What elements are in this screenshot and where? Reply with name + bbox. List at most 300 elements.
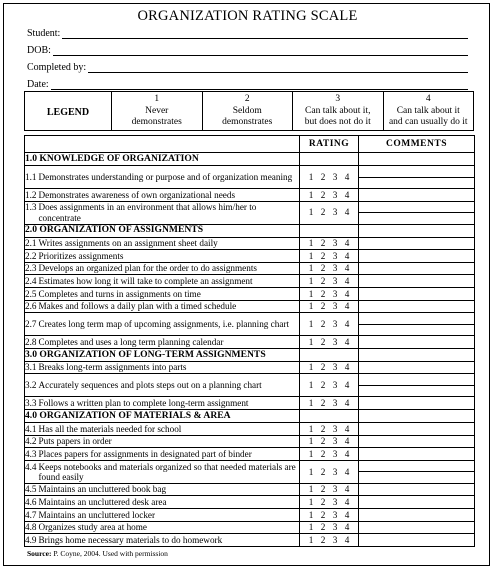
rating-option[interactable]: 2 <box>320 484 326 495</box>
rating-option[interactable]: 2 <box>320 497 326 507</box>
rating-option[interactable]: 1 <box>308 263 314 274</box>
rating-column-header: RATING <box>300 136 359 153</box>
rating-option[interactable]: 2 <box>320 336 326 347</box>
comment-cell[interactable] <box>359 374 475 397</box>
comment-line[interactable] <box>359 385 474 397</box>
item-row <box>25 287 475 300</box>
section-comment-cell <box>359 153 475 166</box>
legend-level-4 <box>383 92 474 130</box>
section-comment-cell <box>359 348 475 361</box>
rating-option[interactable]: 3 <box>332 398 338 409</box>
completed-by-line[interactable] <box>88 63 468 73</box>
rating-option[interactable]: 1 <box>308 238 314 249</box>
comment-cell[interactable] <box>359 313 475 336</box>
item-cell <box>25 166 300 189</box>
comment-lines <box>359 166 474 188</box>
rating-option[interactable]: 4 <box>344 522 350 533</box>
rating-option[interactable]: 4 <box>344 276 350 287</box>
rating-option[interactable]: 1 <box>308 380 314 391</box>
rating-option[interactable]: 4 <box>344 534 350 545</box>
item-row <box>25 313 475 336</box>
item-row <box>25 435 475 448</box>
rating-cell <box>300 336 359 349</box>
rating-option[interactable]: 2 <box>320 207 326 218</box>
rating-option[interactable]: 4 <box>344 497 350 507</box>
item-number: 4.5 <box>25 484 37 495</box>
item-number: 2.8 <box>25 336 37 347</box>
item-number: 4.7 <box>25 509 37 520</box>
rating-option[interactable]: 2 <box>320 263 326 274</box>
rating-option[interactable]: 3 <box>332 436 338 447</box>
rating-option[interactable]: 2 <box>320 509 326 520</box>
item-text: Does assignments in an environment that allows him/her to concentrate <box>38 202 257 223</box>
comment-cell[interactable] <box>359 300 475 313</box>
rating-option[interactable]: 1 <box>308 250 314 261</box>
item-text: Places papers for assignments in designated part of binder <box>38 448 252 459</box>
item-row <box>25 508 475 521</box>
completed-by-field[interactable] <box>27 62 468 73</box>
rating-cell <box>300 166 359 189</box>
comment-cell[interactable] <box>359 483 475 496</box>
student-line[interactable] <box>62 29 468 39</box>
section-title: 2.0 ORGANIZATION OF ASSIGNMENTS <box>25 224 300 237</box>
legend-label: LEGEND <box>46 106 90 118</box>
legend-level-number: 1 <box>154 94 160 104</box>
item-text: Maintains an uncluttered locker <box>38 509 156 520</box>
rating-option[interactable]: 4 <box>344 288 350 299</box>
item-cell <box>25 262 300 275</box>
item-row <box>25 483 475 496</box>
legend-level-number: 3 <box>335 94 341 104</box>
rating-option[interactable]: 3 <box>332 484 338 495</box>
rating-option[interactable]: 4 <box>344 436 350 447</box>
item-number: 4.3 <box>25 448 37 459</box>
section-title: 3.0 ORGANIZATION OF LONG-TERM ASSIGNMENTS <box>25 348 300 361</box>
item-cell <box>25 287 300 300</box>
comment-lines <box>359 461 474 483</box>
comment-line[interactable] <box>359 177 474 189</box>
rating-option[interactable]: 1 <box>308 301 314 312</box>
rating-option[interactable]: 2 <box>320 436 326 447</box>
item-text: Breaks long-term assignments into parts <box>38 362 187 373</box>
rating-option[interactable]: 1 <box>308 436 314 447</box>
legend-level-text: Can talk about it <box>396 106 460 116</box>
date-line[interactable] <box>51 80 468 90</box>
rating-cell <box>300 397 359 410</box>
item-row <box>25 534 475 547</box>
item-row <box>25 460 475 483</box>
item-text: Prioritizes assignments <box>38 250 124 261</box>
item-number: 4.6 <box>25 497 37 507</box>
rating-option[interactable]: 3 <box>332 336 338 347</box>
rating-option[interactable]: 1 <box>308 466 314 477</box>
source-label: Source: <box>27 549 52 558</box>
comment-line[interactable] <box>359 313 474 324</box>
rating-option[interactable]: 3 <box>332 534 338 545</box>
legend-level-text: and can usually do it <box>388 117 468 127</box>
item-cell <box>25 336 300 349</box>
comment-lines <box>359 313 474 335</box>
rating-option[interactable]: 2 <box>320 423 326 434</box>
source-note <box>27 549 168 558</box>
date-field[interactable] <box>27 79 468 90</box>
comment-cell[interactable] <box>359 189 475 202</box>
item-row <box>25 237 475 250</box>
item-cell <box>25 275 300 288</box>
rating-option[interactable]: 4 <box>344 362 350 373</box>
item-cell <box>25 422 300 435</box>
section-row <box>25 409 475 422</box>
legend-level-1 <box>111 92 202 130</box>
item-number: 2.5 <box>25 288 37 299</box>
rating-cell <box>300 287 359 300</box>
item-cell <box>25 460 300 483</box>
rating-option[interactable]: 3 <box>332 497 338 507</box>
rating-option[interactable]: 3 <box>332 276 338 287</box>
item-number: 2.1 <box>25 238 37 249</box>
item-number: 2.7 <box>25 319 37 330</box>
comment-line[interactable] <box>359 471 474 483</box>
rating-option[interactable]: 2 <box>320 380 326 391</box>
rating-option[interactable]: 4 <box>344 250 350 261</box>
item-text: Maintains an uncluttered desk area <box>38 497 167 507</box>
legend-level-text: demonstrates <box>131 117 182 127</box>
section-title: 4.0 ORGANIZATION OF MATERIALS & AREA <box>25 409 300 422</box>
legend-level-text: Never <box>145 106 169 116</box>
rating-option[interactable]: 4 <box>344 263 350 274</box>
item-cell <box>25 448 300 461</box>
item-row <box>25 189 475 202</box>
item-cell <box>25 201 300 224</box>
rating-option[interactable]: 3 <box>332 207 338 218</box>
rating-cell <box>300 237 359 250</box>
rating-option[interactable]: 4 <box>344 319 350 330</box>
item-row <box>25 166 475 189</box>
item-cell <box>25 397 300 410</box>
item-cell <box>25 508 300 521</box>
rating-option[interactable]: 3 <box>332 171 338 182</box>
section-rating-cell <box>300 224 359 237</box>
rating-option[interactable]: 4 <box>344 380 350 391</box>
item-row <box>25 374 475 397</box>
item-number: 1.3 <box>25 202 37 213</box>
comments-column-header: COMMENTS <box>359 136 475 153</box>
comment-cell[interactable] <box>359 448 475 461</box>
item-row <box>25 300 475 313</box>
rating-option[interactable]: 1 <box>308 448 314 459</box>
item-number: 2.2 <box>25 250 37 261</box>
item-text: Has all the materials needed for school <box>38 423 182 434</box>
item-cell <box>25 521 300 534</box>
item-cell <box>25 496 300 509</box>
item-text: Keeps notebooks and materials organized so that needed materials are found easily <box>38 461 296 482</box>
section-row <box>25 348 475 361</box>
item-text: Develops an organized plan for the order to do assignments <box>38 263 257 274</box>
comment-cell[interactable] <box>359 422 475 435</box>
item-row <box>25 201 475 224</box>
item-text: Puts papers in order <box>38 436 112 447</box>
section-rating-cell <box>300 348 359 361</box>
comment-line[interactable] <box>359 374 474 385</box>
comment-lines <box>359 374 474 396</box>
date-label: Date: <box>27 79 49 90</box>
comment-cell[interactable] <box>359 496 475 509</box>
item-row <box>25 448 475 461</box>
dob-field[interactable] <box>27 45 468 56</box>
item-cell <box>25 435 300 448</box>
completed-by-label: Completed by: <box>27 62 87 73</box>
rating-option[interactable]: 1 <box>308 336 314 347</box>
item-number: 1.1 <box>25 171 37 182</box>
section-row <box>25 153 475 166</box>
rating-option[interactable]: 1 <box>308 319 314 330</box>
item-text: Creates long term map of upcoming assignments, i.e. planning chart <box>38 319 290 330</box>
rating-cell <box>300 189 359 202</box>
rating-option[interactable]: 2 <box>320 288 326 299</box>
comment-cell[interactable] <box>359 336 475 349</box>
rating-option[interactable]: 4 <box>344 336 350 347</box>
rating-option[interactable]: 2 <box>320 522 326 533</box>
rating-option[interactable]: 1 <box>308 484 314 495</box>
comment-cell[interactable] <box>359 166 475 189</box>
rating-option[interactable]: 3 <box>332 448 338 459</box>
rating-option[interactable]: 1 <box>308 362 314 373</box>
rating-option[interactable]: 3 <box>332 362 338 373</box>
rating-option[interactable]: 1 <box>308 288 314 299</box>
student-label: Student: <box>27 28 61 39</box>
comment-cell[interactable] <box>359 237 475 250</box>
rating-option[interactable]: 1 <box>308 189 314 200</box>
comment-cell[interactable] <box>359 397 475 410</box>
rating-option[interactable]: 4 <box>344 466 350 477</box>
rating-option[interactable]: 4 <box>344 509 350 520</box>
item-cell <box>25 361 300 374</box>
item-cell <box>25 374 300 397</box>
item-text: Estimates how long it will take to complete an assignment <box>38 276 253 287</box>
legend-level-2 <box>202 92 293 130</box>
rating-option[interactable]: 2 <box>320 398 326 409</box>
item-cell <box>25 483 300 496</box>
rating-option[interactable]: 2 <box>320 534 326 545</box>
item-text: Demonstrates awareness of own organizational needs <box>38 189 236 200</box>
rating-option[interactable]: 2 <box>320 319 326 330</box>
rating-option[interactable]: 2 <box>320 362 326 373</box>
item-cell <box>25 250 300 263</box>
rating-option[interactable]: 1 <box>308 534 314 545</box>
legend-level-number: 2 <box>244 94 250 104</box>
item-text: Demonstrates understanding or purpose and of organization meaning <box>38 171 293 182</box>
page-title: ORGANIZATION RATING SCALE <box>137 8 358 24</box>
rating-option[interactable]: 3 <box>332 423 338 434</box>
section-comment-cell <box>359 409 475 422</box>
item-text: Brings home necessary materials to do homework <box>38 534 223 545</box>
rating-option[interactable]: 2 <box>320 448 326 459</box>
rating-cell <box>300 496 359 509</box>
item-number: 3.3 <box>25 398 37 409</box>
item-number: 4.1 <box>25 423 37 434</box>
item-row <box>25 262 475 275</box>
rating-option[interactable]: 3 <box>332 380 338 391</box>
dob-line[interactable] <box>53 46 468 56</box>
item-number: 2.4 <box>25 276 37 287</box>
rating-option[interactable]: 1 <box>308 497 314 507</box>
comment-cell[interactable] <box>359 262 475 275</box>
rating-option[interactable]: 2 <box>320 238 326 249</box>
item-cell <box>25 189 300 202</box>
rating-table-body <box>25 153 475 547</box>
rating-cell <box>300 435 359 448</box>
section-title: 1.0 KNOWLEDGE OF ORGANIZATION <box>25 153 300 166</box>
item-row <box>25 275 475 288</box>
comment-line[interactable] <box>359 324 474 336</box>
item-column-header <box>25 136 300 153</box>
item-row <box>25 496 475 509</box>
item-cell <box>25 300 300 313</box>
section-rating-cell <box>300 409 359 422</box>
item-number: 4.9 <box>25 534 37 545</box>
item-text: Organizes study area at home <box>38 522 147 533</box>
rating-option[interactable]: 2 <box>320 250 326 261</box>
rating-option[interactable]: 1 <box>308 171 314 182</box>
item-row <box>25 521 475 534</box>
item-number: 3.1 <box>25 362 37 373</box>
rating-option[interactable]: 3 <box>332 301 338 312</box>
item-text: Accurately sequences and plots steps out on a planning chart <box>38 380 262 391</box>
rating-cell <box>300 534 359 547</box>
rating-option[interactable]: 2 <box>320 171 326 182</box>
item-number: 3.2 <box>25 380 37 391</box>
rating-table <box>24 135 475 547</box>
rating-option[interactable]: 1 <box>308 522 314 533</box>
comment-lines <box>359 202 474 224</box>
section-row <box>25 224 475 237</box>
item-text: Completes and turns in assignments on time <box>38 288 201 299</box>
comment-line[interactable] <box>359 461 474 472</box>
comment-cell[interactable] <box>359 534 475 547</box>
rating-option[interactable]: 3 <box>332 466 338 477</box>
item-text: Writes assignments on an assignment sheet daily <box>38 238 218 249</box>
comment-line[interactable] <box>359 212 474 224</box>
comment-line[interactable] <box>359 166 474 177</box>
rating-cell <box>300 250 359 263</box>
item-number: 1.2 <box>25 189 37 200</box>
rating-option[interactable]: 1 <box>308 423 314 434</box>
item-row <box>25 397 475 410</box>
item-number: 4.4 <box>25 461 37 472</box>
item-cell <box>25 313 300 336</box>
rating-option[interactable]: 4 <box>344 189 350 200</box>
rating-option[interactable]: 2 <box>320 276 326 287</box>
comment-line[interactable] <box>359 202 474 213</box>
comment-cell[interactable] <box>359 275 475 288</box>
comment-cell[interactable] <box>359 435 475 448</box>
item-text: Maintains an uncluttered book bag <box>38 484 167 495</box>
legend-box <box>24 91 474 131</box>
legend-level-text: Can talk about it, <box>305 106 371 116</box>
legend-level-text: Seldom <box>232 106 262 116</box>
legend-level-text: demonstrates <box>222 117 273 127</box>
rating-cell <box>300 460 359 483</box>
rating-cell <box>300 201 359 224</box>
item-text: Completes and uses a long term planning calendar <box>38 336 224 347</box>
comment-cell[interactable] <box>359 201 475 224</box>
legend-level-number: 4 <box>425 94 431 104</box>
section-comment-cell <box>359 224 475 237</box>
section-rating-cell <box>300 153 359 166</box>
rating-option[interactable]: 2 <box>320 189 326 200</box>
rating-option[interactable]: 1 <box>308 207 314 218</box>
rating-cell <box>300 262 359 275</box>
rating-cell <box>300 422 359 435</box>
comment-cell[interactable] <box>359 460 475 483</box>
rating-cell <box>300 521 359 534</box>
comment-cell[interactable] <box>359 361 475 374</box>
rating-option[interactable]: 3 <box>332 238 338 249</box>
rating-cell <box>300 313 359 336</box>
comment-cell[interactable] <box>359 287 475 300</box>
rating-option[interactable]: 4 <box>344 398 350 409</box>
student-field[interactable] <box>27 28 468 39</box>
rating-option[interactable]: 3 <box>332 522 338 533</box>
rating-option[interactable]: 3 <box>332 250 338 261</box>
legend-level-3 <box>292 92 383 130</box>
rating-option[interactable]: 3 <box>332 189 338 200</box>
rating-option[interactable]: 3 <box>332 263 338 274</box>
dob-label: DOB: <box>27 45 51 56</box>
item-row <box>25 250 475 263</box>
item-text: Follows a written plan to complete long-term assignment <box>38 398 249 409</box>
rating-cell <box>300 374 359 397</box>
rating-option[interactable]: 4 <box>344 423 350 434</box>
source-text: P. Coyne, 2004. Used with permission <box>53 549 168 558</box>
rating-option[interactable]: 4 <box>344 207 350 218</box>
item-row <box>25 361 475 374</box>
item-number: 2.6 <box>25 301 37 312</box>
rating-option[interactable]: 1 <box>308 509 314 520</box>
rating-cell <box>300 275 359 288</box>
rating-option[interactable]: 3 <box>332 288 338 299</box>
item-text: Makes and follows a daily plan with a timed schedule <box>38 301 237 312</box>
rating-option[interactable]: 1 <box>308 398 314 409</box>
item-number: 4.2 <box>25 436 37 447</box>
rating-option[interactable]: 3 <box>332 319 338 330</box>
rating-option[interactable]: 4 <box>344 301 350 312</box>
comment-cell[interactable] <box>359 250 475 263</box>
comment-cell[interactable] <box>359 521 475 534</box>
legend-level-text: but does not do it <box>304 117 371 127</box>
rating-option[interactable]: 4 <box>344 171 350 182</box>
rating-cell <box>300 448 359 461</box>
rating-cell <box>300 508 359 521</box>
item-number: 2.3 <box>25 263 37 274</box>
item-cell <box>25 534 300 547</box>
item-row <box>25 422 475 435</box>
rating-option[interactable]: 1 <box>308 276 314 287</box>
rating-cell <box>300 361 359 374</box>
rating-option[interactable]: 4 <box>344 484 350 495</box>
rating-cell <box>300 300 359 313</box>
rating-option[interactable]: 4 <box>344 238 350 249</box>
rating-option[interactable]: 4 <box>344 448 350 459</box>
rating-cell <box>300 483 359 496</box>
rating-option[interactable]: 2 <box>320 466 326 477</box>
rating-option[interactable]: 3 <box>332 509 338 520</box>
item-number: 4.8 <box>25 522 37 533</box>
item-row <box>25 336 475 349</box>
rating-option[interactable]: 2 <box>320 301 326 312</box>
comment-cell[interactable] <box>359 508 475 521</box>
item-cell <box>25 237 300 250</box>
